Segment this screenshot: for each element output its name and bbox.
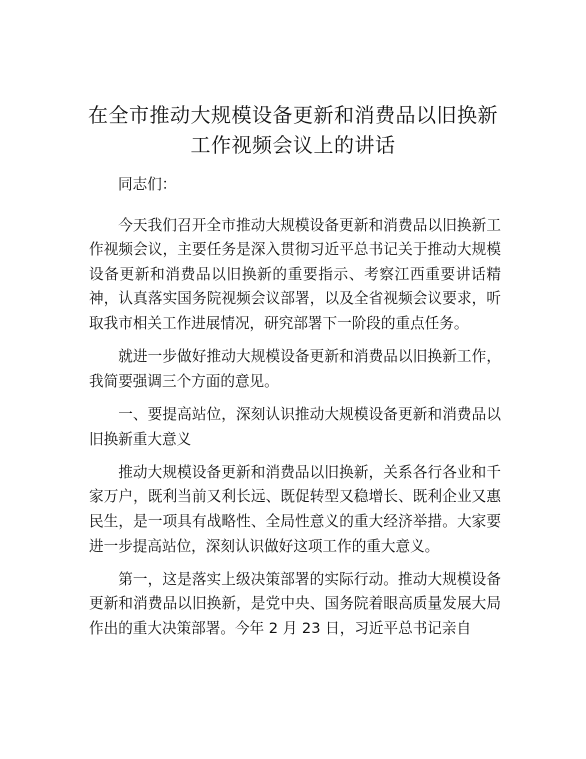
title-line-1: 在全市推动大规模设备更新和消费品以旧换新: [88, 103, 498, 127]
section-heading-1: 一、要提高站位，深刻认识推动大规模设备更新和消费品以旧换新重大意义: [89, 405, 501, 448]
paragraph-first-point: 第一，这是落实上级决策部署的实际行动。推动大规模设备更新和消费品以旧换新，是党中央、国务院着眼高质量发展大局作出的重大决策部署。今年 2 月 23 日，习近平总书记亲自: [89, 570, 501, 637]
document-title: [60, 100, 526, 160]
paragraph-intro: 今天我们召开全市推动大规模设备更新和消费品以旧换新工作视频会议，主要任务是深入贯彻习近平总书记关于推动大规模设备更新和消费品以旧换新的重要指示、考察江西重要讲话精神，认真落实国务院视频会议部署，以及全省视频会议要求，听取我市相关工作进展情况，研究部署下一阶段的重点任务。: [89, 216, 501, 332]
paragraph-significance: 推动大规模设备更新和消费品以旧换新，关系各行各业和千家万户，既利当前又利长远、既促转型又稳增长、既利企业又惠民生，是一项具有战略性、全局性意义的重大经济举措。大家要进一步提高站位，深刻认识做好这项工作的重大意义。: [89, 463, 501, 555]
title-line-2: 工作视频会议上的讲话: [190, 133, 396, 157]
paragraph-summary: 就进一步做好推动大规模设备更新和消费品以旧换新工作，我简要强调三个方面的意见。: [89, 348, 501, 390]
document-body: [89, 173, 501, 650]
greeting: 同志们：: [118, 176, 177, 193]
